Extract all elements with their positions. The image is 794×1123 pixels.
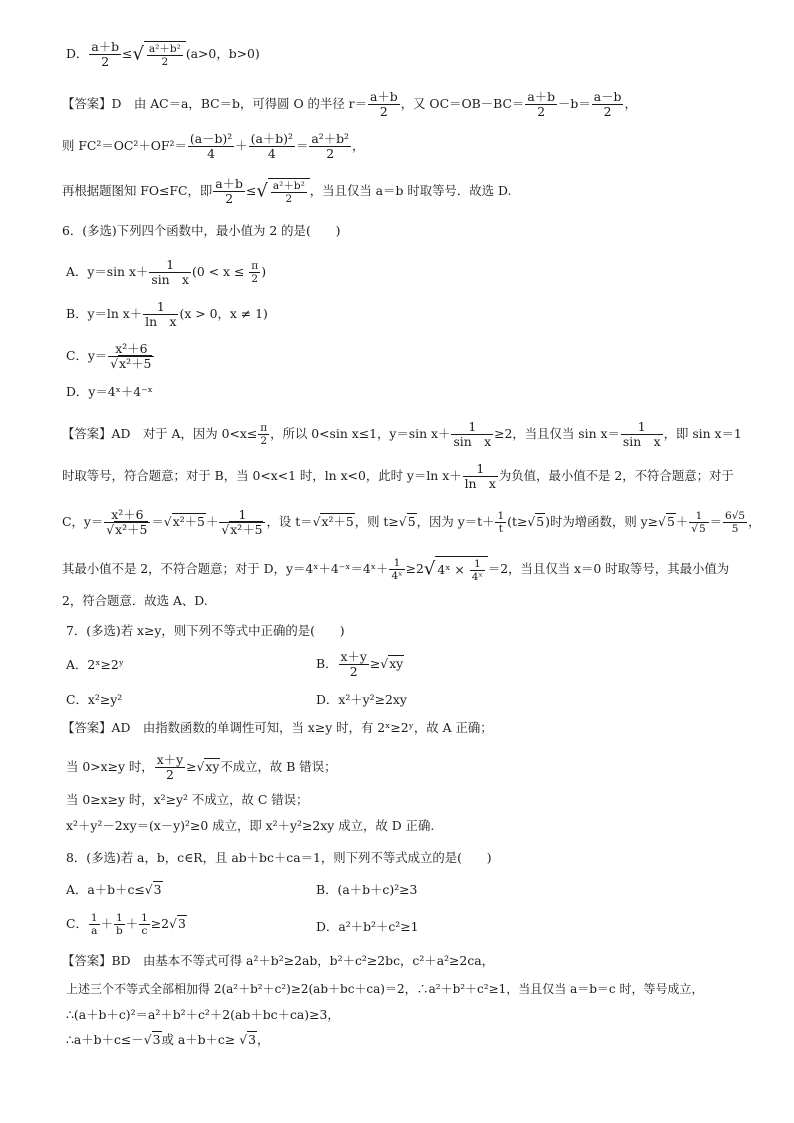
q6-stem: 6．(多选)下列四个函数中，最小值为 2 的是( ) [62,223,341,238]
q6-option-b: B．y＝ln x＋ $\frac{1}{\text{ln x}}$ (x > 0，x ≠ 1) [66,299,268,329]
q5-answer-line-3: 再根据题图知 FO≤FC，即 $\frac{a+b}{2}$ ≤√ $\frac{\text{a²＋b²}}{2}$ ，当且仅当 a＝b 时取等号．故选 D. [62,176,512,206]
q6-answer-line-2: 时取等号，符合题意；对于 B，当 0<x<1 时，ln x<0，此时 y＝ln x＋ $\frac{1}{\text{ln x}}$ 为负值，最小值不是 2，不符合题意；对于 [62,461,734,491]
q5-answer-line-2: 则 FC²＝OC²＋OF²＝ $\frac{\text{(a－b)²}}{4}$ ＋ $\frac{\text{(a＋b)²}}{4}$ ＝ $\frac{\text{a²＋b²}}{2}$ ， [62,131,365,161]
q8-option-b: B．(a＋b＋c)²≥3 [316,882,418,897]
q6-option-d: D．y＝4ˣ＋4⁻ˣ [66,384,153,399]
q8-stem: 8．(多选)若 a，b，c∈R，且 ab＋bc＋ca＝1，则下列不等式成立的是( ) [66,850,492,865]
q8-answer-line-1: 【答案】BD 由基本不等式可得 a²＋b²≥2ab，b²＋c²≥2bc，c²＋a²≥2ca， [62,953,495,968]
q8-answer-line-2: 上述三个不等式全部相加得 2(a²＋b²＋c²)≥2(ab＋bc＋ca)＝2，∴a²＋b²＋c²≥1，当且仅当 a＝b＝c 时，等号成立， [66,982,704,996]
q8-option-c: C． $\frac{1}{a}$ ＋ $\frac{1}{b}$ ＋ $\frac{1}{c}$ ≥2√3 [66,912,186,937]
q8-option-a: A．a＋b＋c≤√3 [66,882,162,897]
q5-option-d: D． $\frac{a+b}{2}$ ≤√ $\frac{\text{a²＋b²}}{2}$ (a>0，b>0) [66,39,260,69]
radical: √ $\frac{\text{a²＋b²}}{2}$ [132,41,185,68]
fraction: $\frac{a+b}{2}$ [91,39,120,69]
q7-stem: 7．(多选)若 x≥y，则下列不等式中正确的是( ) [66,623,345,638]
q6-answer-line-3: C，y＝ $\frac{\text{x²＋6}}{\text{√x²＋5}}$ ＝√x²＋5＋ $\frac{1}{\text{√x²＋5}}$ ，设 t＝√x²＋5，则 t≥√5，因为 y＝t＋ $\frac{1}{t}$ (t≥√5)时为增函数，则 y≥√5＋ $\frac{1}{√5}$ ＝ $\frac{6√5}{5}$ ， [62,507,761,537]
q6-option-a: A．y＝sin x＋ $\frac{1}{\text{sin x}}$ (0 < x ≤ $\frac{\pi}{2}$ ) [66,257,267,287]
q7-option-c: C．x²≥y² [66,692,123,707]
q6-answer-line-5: 2，符合题意．故选 A、D. [62,593,208,608]
q6-option-c: C．y＝ $\frac{\text{x²＋6}}{\text{√x²＋5}}$ [66,342,155,371]
q8-answer-line-4: ∴a＋b＋c≤－√3或 a＋b＋c≥ √3， [66,1032,270,1047]
q8-answer-line-3: ∴(a＋b＋c)²＝a²＋b²＋c²＋2(ab＋bc＋ca)≥3， [66,1007,340,1022]
q7-answer-line-3: 当 0≥x≥y 时，x²≥y² 不成立，故 C 错误； [66,792,309,807]
q7-answer-line-1: 【答案】AD 由指数函数的单调性可知，当 x≥y 时，有 2ˣ≥2ʸ，故 A 正确； [62,720,493,735]
q5-answer-line-1: 【答案】D 由 AC＝a，BC＝b，可得圆 O 的半径 r＝ $\frac{a+b}{2}$ ，又 OC＝OB－BC＝ $\frac{a+b}{2}$ －b＝ $\frac{a-b}{2}$ ， [62,89,637,119]
q6-answer-line-4: 其最小值不是 2，不符合题意；对于 D，y＝4ˣ＋4⁻ˣ＝4ˣ＋ $\frac{1}{\text{4ˣ}}$ ≥2√ 4ˣ × $\frac{1}{\text{4ˣ}}$ ＝2，当且仅当 x＝0 时取等号，其最小值为 [62,557,730,583]
q7-option-b: B． $\frac{x+y}{2}$ ≥√xy [316,649,404,679]
q7-answer-line-2: 当 0>x≥y 时， $\frac{x+y}{2}$ ≥√xy不成立，故 B 错误； [66,752,337,782]
q7-answer-line-4: x²＋y²－2xy＝(x－y)²≥0 成立，即 x²＋y²≥2xy 成立，故 D 正确. [66,818,435,833]
q7-option-d: D．x²＋y²≥2xy [316,692,407,707]
q7-option-a: A．2ˣ≥2ʸ [66,657,124,672]
q6-answer-line-1: 【答案】AD 对于 A，因为 0<x≤ $\frac{\pi}{2}$ ，所以 0<sin x≤1，y＝sin x＋ $\frac{1}{\text{sin x}}$ ≥2，当且仅当 sin x＝ $\frac{1}{\text{sin x}}$ ，即 sin x＝1 [62,419,742,449]
q8-option-d: D．a²＋b²＋c²≥1 [316,919,419,934]
